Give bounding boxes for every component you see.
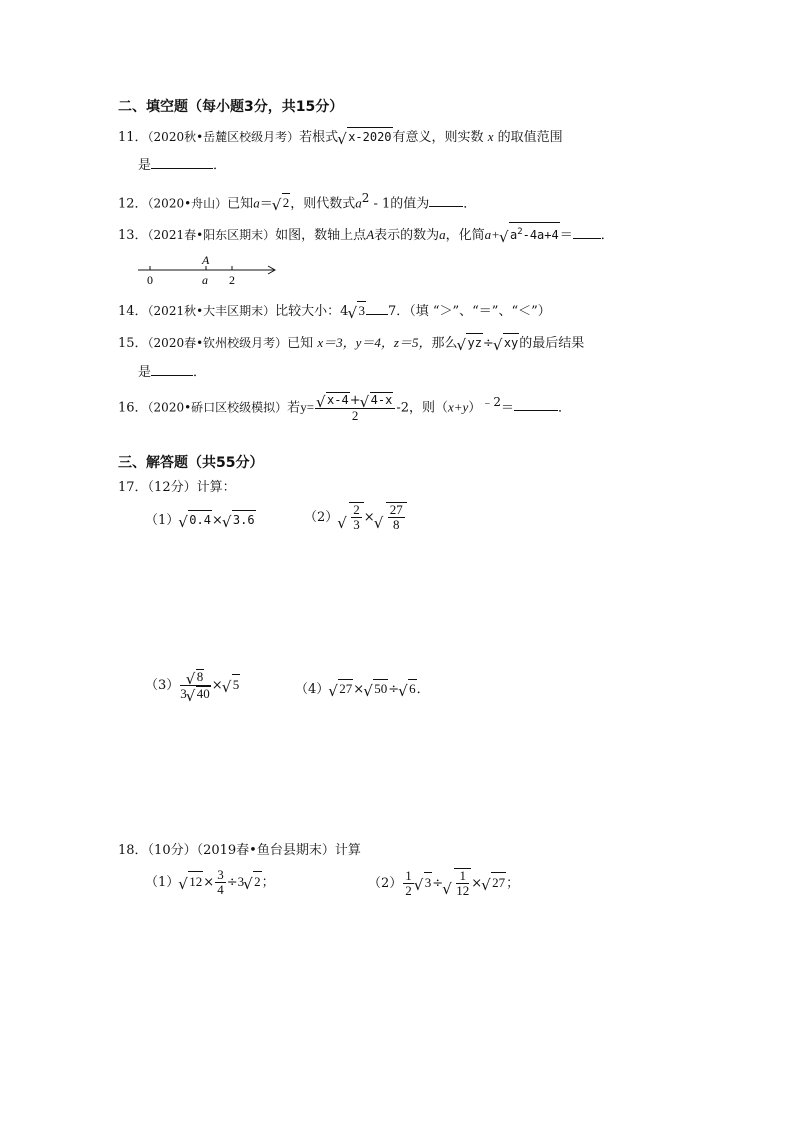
question-number: 15． xyxy=(118,336,148,351)
radicand: -4a+4 xyxy=(522,228,559,242)
punctuation: ． xyxy=(463,196,477,212)
radicand: 4-x xyxy=(370,393,393,408)
radicand: x-4 xyxy=(327,393,349,408)
question-number: 14． xyxy=(118,304,148,319)
denominator: 12 xyxy=(456,883,470,898)
radical xyxy=(364,679,388,699)
question-text: 表示的数为 xyxy=(374,228,440,243)
question-text: ，化简 xyxy=(445,228,485,243)
radicand: 3.6 xyxy=(232,510,256,529)
question-text: 有意义，则实数 xyxy=(392,130,484,145)
question-text: 若根式 xyxy=(299,130,339,145)
tick-0-label: 0 xyxy=(147,273,153,287)
punctuation: ． xyxy=(193,365,207,380)
radicand: 40 xyxy=(196,686,210,701)
question-13 xyxy=(118,222,614,245)
answer-blank[interactable] xyxy=(151,375,193,376)
variable: y= xyxy=(300,399,315,415)
radical xyxy=(399,679,417,699)
exponent: 2 xyxy=(361,191,370,205)
radical xyxy=(361,392,394,408)
part-label: （1） xyxy=(145,875,180,890)
coefficient: 3 xyxy=(180,686,187,701)
section-title-answers: 三、解答题（共55分） xyxy=(118,455,264,471)
question-16 xyxy=(118,392,571,423)
point-label: A xyxy=(366,227,375,242)
question-source: （2021春•阳东区期末） xyxy=(147,228,276,242)
punctuation: ； xyxy=(261,875,275,890)
q17-part-3 xyxy=(145,669,240,702)
radical xyxy=(415,872,433,894)
expression: a+ xyxy=(484,227,500,242)
point-a-label: A xyxy=(202,253,210,267)
radicand: 2 xyxy=(253,871,262,892)
tick-2-label: 2 xyxy=(229,273,235,287)
denominator: 2 xyxy=(351,408,359,424)
radicand: 5 xyxy=(232,674,241,695)
question-text: ，则代数式 xyxy=(290,196,356,212)
punctuation: ） xyxy=(468,400,482,416)
times-sign: × xyxy=(471,876,483,891)
question-text: 如图，数轴上点 xyxy=(275,228,367,243)
answer-blank[interactable] xyxy=(151,168,213,169)
denominator: 4 xyxy=(217,882,224,897)
q17-part-1 xyxy=(145,510,256,530)
radicand: 3 xyxy=(424,872,433,893)
denominator: 2 xyxy=(405,883,412,898)
divide-sign: ÷ xyxy=(482,336,494,351)
radicand: 8 xyxy=(196,669,204,684)
radicand: 0.4 xyxy=(188,510,212,529)
expression: x+y xyxy=(447,399,469,415)
question-text: - 1的值为 xyxy=(369,196,430,212)
question-text: 已知 xyxy=(227,196,254,212)
question-source: （2020秋•岳麓区校级月考） xyxy=(147,130,300,144)
radicand: a xyxy=(509,228,518,242)
times-sign: × xyxy=(211,678,223,693)
radicand: 27 xyxy=(491,872,506,893)
radical xyxy=(338,502,364,532)
radicand: yz xyxy=(466,333,482,352)
radicand: 3 xyxy=(358,303,365,318)
numerator: √ 27 xyxy=(389,502,403,517)
question-12 xyxy=(118,189,476,213)
radicand: x-2020 xyxy=(347,127,392,146)
radicand: xy xyxy=(503,333,519,352)
fraction xyxy=(180,669,211,702)
part-label: （4） xyxy=(295,682,330,697)
question-text: 的最后结果 xyxy=(519,336,585,351)
punctuation: ． xyxy=(213,158,227,173)
radical xyxy=(443,868,471,898)
punctuation: ． xyxy=(416,682,430,697)
question-11 xyxy=(118,127,563,147)
times-sign: × xyxy=(203,875,215,890)
punctuation: ． xyxy=(600,228,614,243)
radical xyxy=(494,333,519,353)
given-z: z＝5， xyxy=(393,335,432,350)
radicand: 12 xyxy=(188,871,203,892)
part-label: （1） xyxy=(145,513,180,528)
punctuation: ． xyxy=(557,400,571,416)
equals-sign: ＝ xyxy=(559,228,573,243)
radical xyxy=(482,872,506,894)
radicand: 27 xyxy=(339,681,353,696)
radicand: 50 xyxy=(374,681,388,696)
question-text: 是 xyxy=(138,158,152,173)
question-text: 7．（填 “＞”、“＝”、“＜”） xyxy=(387,304,551,319)
denominator: 3 xyxy=(353,517,360,532)
divide-sign: ÷ xyxy=(226,875,238,890)
radicand: 2 xyxy=(282,195,290,211)
question-number: 11． xyxy=(118,130,148,145)
radical xyxy=(500,222,560,245)
radical xyxy=(457,333,482,353)
given-y: y＝4， xyxy=(355,335,394,350)
variable: a xyxy=(355,195,362,211)
divide-sign: ÷ xyxy=(388,682,400,697)
variable: a xyxy=(253,195,260,211)
numerator: √ 2 xyxy=(353,502,360,517)
answer-blank[interactable] xyxy=(573,238,601,239)
number-line-figure xyxy=(136,252,281,290)
denominator: 8 xyxy=(392,517,400,532)
answer-blank[interactable] xyxy=(429,206,463,207)
radical xyxy=(338,127,392,147)
fraction xyxy=(315,392,395,423)
plus-sign: + xyxy=(349,393,361,409)
question-18-head: 18．（10分）（2019春•鱼台县期末）计算 xyxy=(118,843,361,858)
q17-part-4 xyxy=(295,679,430,699)
answer-blank[interactable] xyxy=(366,314,388,315)
fraction xyxy=(215,868,226,897)
question-text: 已知 xyxy=(287,336,314,351)
part-label: （2） xyxy=(304,510,339,525)
question-number: 12． xyxy=(118,196,148,212)
question-text: 比较大小：4 xyxy=(275,304,349,319)
question-15 xyxy=(118,333,584,353)
divide-sign: ÷ xyxy=(432,876,444,891)
question-text: 的取值范围 xyxy=(497,130,563,145)
numerator: √ 1 xyxy=(456,869,469,884)
radical xyxy=(317,392,350,408)
question-source: （2021秋•大丰区期末） xyxy=(147,304,276,318)
radical xyxy=(348,301,366,321)
radical xyxy=(223,510,256,530)
punctuation: ； xyxy=(506,876,520,891)
coefficient: 3 xyxy=(237,874,245,889)
question-15-cont xyxy=(138,364,206,382)
q17-part-2 xyxy=(304,502,407,532)
question-source: （2020•硚口区校级模拟） xyxy=(147,400,288,415)
variable: a xyxy=(439,227,446,242)
given-x: x＝3， xyxy=(317,335,356,350)
question-number: 16． xyxy=(118,400,148,416)
q18-part-2 xyxy=(368,868,519,898)
radical xyxy=(244,871,262,893)
question-text: 那么 xyxy=(431,336,458,351)
radical xyxy=(179,871,203,893)
section-title-fill-in: 二、填空题（每小题3分，共15分） xyxy=(118,99,344,115)
radical xyxy=(375,502,407,532)
radical xyxy=(223,674,241,696)
radical xyxy=(273,193,291,213)
question-number: 13． xyxy=(118,228,148,243)
radical xyxy=(187,686,211,702)
exponent: ﹣2 xyxy=(481,395,501,409)
question-11-cont xyxy=(138,157,226,175)
question-text: 若 xyxy=(287,400,301,416)
times-sign: × xyxy=(211,513,223,528)
question-text: -2，则（ xyxy=(396,400,448,416)
tick-a-label: a xyxy=(202,273,208,287)
times-sign: × xyxy=(353,682,365,697)
times-sign: × xyxy=(363,510,375,525)
radical xyxy=(187,669,205,685)
exponent: 2 xyxy=(517,227,523,237)
part-label: （2） xyxy=(368,876,403,891)
question-source: （2020•舟山） xyxy=(147,196,228,211)
radical xyxy=(329,679,353,699)
equals-sign: ＝ xyxy=(259,196,273,212)
part-label: （3） xyxy=(145,678,180,693)
q18-part-1 xyxy=(145,868,275,897)
question-text: 是 xyxy=(138,365,152,380)
fraction xyxy=(403,869,414,898)
question-14 xyxy=(118,301,551,321)
radical xyxy=(179,510,212,530)
question-17-head: 17．（12分）计算： xyxy=(118,480,236,495)
radicand: 6 xyxy=(409,681,416,696)
answer-blank[interactable] xyxy=(514,410,558,411)
variable: x xyxy=(487,129,494,144)
numerator: 1 xyxy=(405,868,412,883)
equals-sign: ＝ xyxy=(500,400,514,416)
numerator: 3 xyxy=(217,867,224,882)
question-source: （2020春•钦州校级月考） xyxy=(147,336,288,350)
